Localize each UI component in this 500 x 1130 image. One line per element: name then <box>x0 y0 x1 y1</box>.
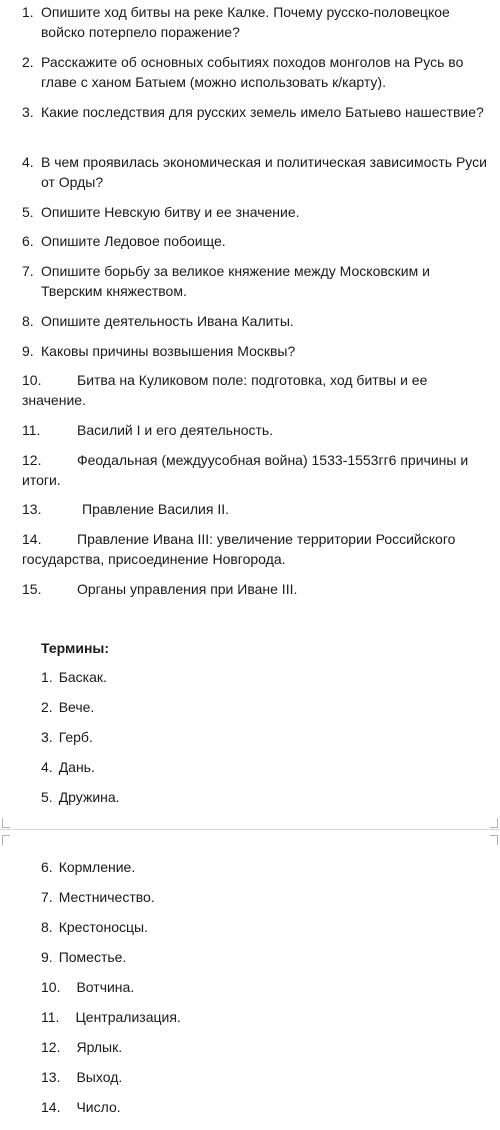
term-text: Крестоносцы. <box>58 919 148 935</box>
term-item <box>41 1097 121 1117</box>
question-item <box>22 102 494 122</box>
term-number: 7. <box>41 889 53 905</box>
question-item <box>22 152 494 192</box>
term-number: 6. <box>41 859 53 875</box>
term-text: Дружина. <box>58 789 120 805</box>
question-text: Опишите деятельность Ивана Калиты. <box>41 313 294 329</box>
question-item <box>22 529 494 569</box>
term-item <box>41 977 134 997</box>
question-item <box>22 341 494 361</box>
term-text: Выход. <box>76 1069 123 1085</box>
term-text: Вече. <box>58 699 95 715</box>
question-item <box>22 311 494 331</box>
question-text: Феодальная (междуусобная война) 1533-1553гг6 причины и итоги. <box>22 452 469 488</box>
question-text: Опишите ход битвы на реке Калке. Почему русско-половецкое войско потерпело поражение? <box>41 4 450 40</box>
question-item <box>22 499 494 519</box>
question-number: 11. <box>22 422 41 438</box>
term-item <box>41 1007 181 1027</box>
term-item <box>41 1037 122 1057</box>
question-text: Какие последствия для русских земель имело Батыево нашествие? <box>41 104 484 120</box>
question-text: Расскажите об основных событиях походов монголов на Русь во главе с ханом Батыем (можно использовать к/карту). <box>41 54 464 90</box>
terms-heading: Термины: <box>41 640 110 656</box>
question-number: 14. <box>22 531 42 547</box>
question-item <box>22 261 494 301</box>
question-number: 1. <box>22 4 34 20</box>
term-text: Баскак. <box>58 669 107 685</box>
question-number: 15. <box>22 581 42 597</box>
question-item <box>22 370 494 410</box>
question-number: 13. <box>22 501 42 517</box>
question-number: 9. <box>22 343 34 359</box>
term-number: 4. <box>41 759 53 775</box>
page-break-divider <box>0 829 500 830</box>
term-item <box>41 947 126 967</box>
term-number: 11. <box>41 1009 60 1025</box>
question-text: Опишите борьбу за великое княжение между Московским и Тверским княжеством. <box>41 263 430 299</box>
term-item <box>41 727 93 747</box>
question-item <box>22 579 494 599</box>
term-item <box>41 917 148 937</box>
term-number: 9. <box>41 949 53 965</box>
term-item <box>41 697 94 717</box>
question-number: 7. <box>22 263 34 279</box>
question-number: 6. <box>22 233 34 249</box>
question-number: 2. <box>22 54 34 70</box>
question-item <box>22 52 494 92</box>
page-corner-mark <box>2 835 10 845</box>
question-item <box>22 450 494 490</box>
term-text: Местничество. <box>58 889 155 905</box>
question-item <box>22 2 494 42</box>
term-number: 1. <box>41 669 53 685</box>
question-text: Опишите Ледовое побоище. <box>41 233 226 249</box>
term-number: 13. <box>41 1069 61 1085</box>
question-text: Каковы причины возвышения Москвы? <box>41 343 296 359</box>
question-number: 12. <box>22 452 42 468</box>
term-number: 5. <box>41 789 53 805</box>
term-item <box>41 757 95 777</box>
term-item <box>41 667 107 687</box>
term-item <box>41 857 135 877</box>
term-number: 12. <box>41 1039 61 1055</box>
term-number: 8. <box>41 919 53 935</box>
question-item <box>22 202 494 222</box>
question-item <box>22 231 494 251</box>
term-number: 2. <box>41 699 53 715</box>
term-text: Герб. <box>58 729 93 745</box>
term-text: Число. <box>76 1099 121 1115</box>
term-text: Централизация. <box>75 1009 181 1025</box>
term-number: 3. <box>41 729 53 745</box>
question-number: 10. <box>22 372 42 388</box>
page-corner-mark <box>2 818 10 828</box>
question-text: Василий I и его деятельность. <box>77 422 274 438</box>
question-text: Правление Ивана III: увеличение территории Российского государства, присоединение Новгорода. <box>22 531 456 567</box>
term-text: Вотчина. <box>76 979 135 995</box>
question-number: 4. <box>22 154 34 170</box>
question-number: 8. <box>22 313 34 329</box>
question-text: Правление Василия II. <box>82 501 230 517</box>
term-item <box>41 787 120 807</box>
question-number: 5. <box>22 204 34 220</box>
page-corner-mark <box>490 835 498 845</box>
page-corner-mark <box>490 818 498 828</box>
term-item <box>41 887 155 907</box>
term-text: Кормление. <box>58 859 136 875</box>
term-text: Поместье. <box>58 949 127 965</box>
question-text: Опишите Невскую битву и ее значение. <box>41 204 300 220</box>
term-number: 10. <box>41 979 61 995</box>
term-text: Дань. <box>58 759 95 775</box>
question-item <box>22 420 494 440</box>
question-text: Битва на Куликовом поле: подготовка, ход битвы и ее значение. <box>22 372 428 408</box>
term-item <box>41 1067 122 1087</box>
term-text: Ярлык. <box>76 1039 123 1055</box>
question-text: В чем проявилась экономическая и политическая зависимость Руси от Орды? <box>41 154 487 190</box>
term-number: 14. <box>41 1099 61 1115</box>
question-number: 3. <box>22 104 34 120</box>
question-text: Органы управления при Иване III. <box>77 581 298 597</box>
